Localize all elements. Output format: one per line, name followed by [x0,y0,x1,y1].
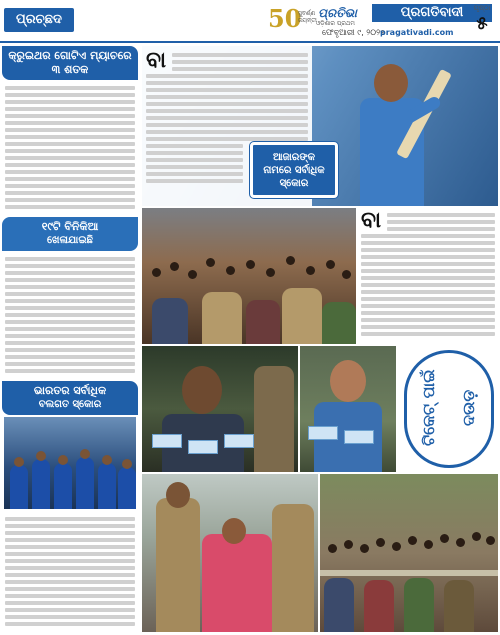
text-line [5,587,135,591]
text-line [5,531,135,535]
ticket-badge-text: ଟିକେଟ୍ ପାଇଁ ଦଉଡ଼ [419,369,478,447]
ticket-rush-badge [398,346,498,472]
text-line [5,191,135,195]
article-2-headline-line1: ୧୯ଟି ବିନିକିଆ [41,220,99,233]
queue-head [360,544,369,553]
text-line [5,100,135,104]
badge-line-2: ନାମରେ ସର୍ବାଧିକ [263,165,325,176]
section-tag: ପ୍ରଚ୍ଛଦ [4,8,74,32]
article-2-body [2,251,138,379]
crowd-head [188,270,197,279]
queue-head [328,544,337,553]
text-line [387,227,495,231]
player-head [58,455,68,465]
text-line [5,107,135,111]
page-label: ପୃଷ୍ଠା [473,4,491,12]
text-line [361,248,495,252]
left-column [2,46,138,632]
text-line [361,241,495,245]
text-line [5,184,135,188]
text-line [5,355,135,359]
player-head [14,457,24,467]
text-line [5,142,135,146]
police-officer [202,292,242,344]
text-line [5,170,135,174]
issue-date: ଫେବୃଆରୀ ୯, ୨୦୨୫ [322,28,386,37]
text-line [5,362,135,366]
text-line [361,318,495,322]
text-line [361,234,495,238]
player-head [80,449,90,459]
ticket [224,434,254,448]
ticket-story [358,208,498,344]
text-line [5,93,135,97]
fan-face [182,366,222,414]
text-line [361,332,495,336]
text-line [361,304,495,308]
barricade [320,570,498,576]
masthead [0,0,500,44]
fan-face [330,360,366,402]
text-line [5,369,135,373]
queue-person [364,580,394,632]
page-number-box [470,4,494,40]
text-line [361,325,495,329]
queue-person [444,580,474,632]
anniversary-text: ସୁବର୍ଣ୍ଣ ଜୟନ୍ତୀ [298,10,317,24]
text-line [361,297,495,301]
text-line [5,299,135,303]
text-line [5,622,135,626]
text-line [5,257,135,261]
text-line [5,559,135,563]
text-line [146,158,243,162]
feature-quote-badge [250,142,338,198]
text-line [5,545,135,549]
text-line [5,320,135,324]
player-head [36,451,46,461]
article-2-headline [2,217,138,251]
player-head [102,455,112,465]
crowd-person [246,300,280,344]
newspaper-brand: ପ୍ରଗତିବାଦୀ [372,4,492,22]
player-figure [118,467,136,509]
police-officer [254,366,294,472]
text-line [5,334,135,338]
text-line [5,114,135,118]
article-3-headline [2,381,138,415]
crowd-head [326,260,335,269]
text-line [5,580,135,584]
website: pragativadi.com [380,28,454,37]
text-line [146,137,308,141]
queue-head [486,536,495,545]
text-line [5,552,135,556]
text-line [146,130,308,134]
text-line [146,165,243,169]
crowd-head [226,266,235,275]
text-line [5,341,135,345]
stampede-photo [142,474,318,632]
player-figure [10,465,28,509]
text-line [5,271,135,275]
text-line [146,172,243,176]
ticket [188,440,218,454]
officer-head [166,482,190,508]
text-line [146,123,308,127]
text-line [5,278,135,282]
fan-with-tickets-photo [142,346,298,472]
anniversary-number: 50 [268,4,302,33]
text-line [146,144,243,148]
sub-brand-tag: ଓଡ଼ିଶାର ପ୍ରଥମ [316,20,355,27]
text-line [5,177,135,181]
text-line [5,517,135,521]
text-line [146,81,308,85]
woman-with-tickets-photo [300,346,396,472]
text-line [5,524,135,528]
text-line [361,269,495,273]
queue-head [344,540,353,549]
text-line [387,213,495,217]
crowd-person [322,302,356,344]
article-1-headline [2,46,138,80]
text-line [172,67,308,71]
text-line [361,262,495,266]
text-line [361,255,495,259]
text-line [5,121,135,125]
page-number: ୫ [476,13,488,34]
crowd-head [170,262,179,271]
team-photo [4,417,136,509]
text-line [361,290,495,294]
feature-drop-cap: ବା [146,47,167,73]
text-line [5,615,135,619]
ticket [152,434,182,448]
text-line [5,86,135,90]
text-line [146,116,308,120]
police-officer [272,504,314,632]
text-line [172,60,308,64]
article-3-body [2,511,138,632]
ticket-queue-photo [320,474,498,632]
text-line [361,276,495,280]
fan-photo-row [142,346,498,472]
text-line [5,566,135,570]
text-line [5,149,135,153]
badge-line-3: ସ୍କୋର [279,178,309,189]
crowd-head [306,266,315,275]
crowd-head [286,256,295,265]
text-line [361,311,495,315]
player-figure [76,457,94,509]
crowd-head [266,268,275,277]
text-line [5,292,135,296]
text-line [146,74,308,78]
masthead-rule [0,41,500,43]
batsman-head [374,64,408,102]
text-line [5,128,135,132]
text-line [5,156,135,160]
woman-carried [202,534,272,632]
text-line [5,327,135,331]
police-officer [156,498,200,632]
text-line [146,109,308,113]
text-line [5,348,135,352]
article-1-body [2,80,138,215]
police-officer [282,288,322,344]
text-line [5,163,135,167]
text-line [5,608,135,612]
article-1-headline-text: କ୍ରୁଇଥର ଗୋଟିଏ ମ୍ୟାଚରେ ୩ ଶତକ [8,49,132,76]
player-figure [32,459,50,509]
text-line [5,594,135,598]
queue-head [424,540,433,549]
queue-head [472,532,481,541]
bottom-photo-row [142,474,498,632]
queue-head [456,538,465,547]
woman-head [222,518,246,544]
text-line [5,285,135,289]
queue-head [408,536,417,545]
text-line [146,102,308,106]
text-line [5,135,135,139]
queue-head [392,542,401,551]
queue-person [324,578,354,632]
text-line [5,313,135,317]
text-line [5,205,135,209]
queue-head [376,538,385,547]
text-line [146,88,308,92]
article-3-headline-line1: ଭାରତର ସର୍ବାଧିକ [33,384,107,397]
crowd-head [246,260,255,269]
ticket [344,430,374,444]
crowd-head [342,270,351,279]
crowd-head [206,258,215,267]
text-line [146,179,243,183]
crowd-head [152,268,161,277]
text-line [361,283,495,287]
player-figure [54,463,72,509]
queue-person [404,578,434,632]
ticket [308,426,338,440]
article-3-headline-line2: ବଲଗତ ସ୍କୋର [38,399,102,410]
text-line [5,538,135,542]
text-line [5,306,135,310]
text-line [5,198,135,202]
text-line [387,220,495,224]
text-line [5,601,135,605]
queue-head [440,534,449,543]
badge-line-1: ଆଜାରଙ୍କ [272,152,316,163]
player-figure [98,463,116,509]
sub-brand: ପ୍ରତିଭା [318,6,357,20]
player-head [122,459,132,469]
ticket-story-drop-cap: ବା [361,207,382,233]
text-line [146,95,308,99]
crowd-photo [142,208,356,344]
text-line [146,151,243,155]
crowd-person [152,298,188,344]
text-line [172,53,308,57]
text-line [5,264,135,268]
text-line [5,573,135,577]
article-2-headline-line2: ଖେଳାଯାଇଛି [47,235,93,246]
